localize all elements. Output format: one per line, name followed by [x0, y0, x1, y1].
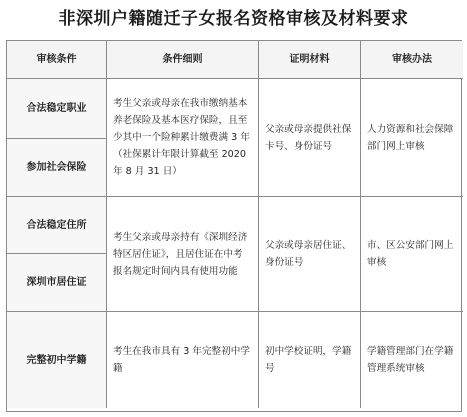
condition-stable-job: 合法稳定职业 [7, 79, 107, 139]
page-title: 非深圳户籍随迁子女报名资格审核及材料要求 [58, 9, 409, 29]
detail-social-insurance [107, 79, 259, 197]
detail-text: 考生父亲或母亲在我市缴纳基本养老保险及基本医疗保险，且至少其中一个险种累计缴费满 3 年（社保累计年限计算截至 2020 年 8 月 31 日） [113, 98, 250, 177]
materials-text: 父亲或母亲提供社保卡号、身份证号 [265, 123, 352, 152]
method-social-insurance [361, 79, 463, 197]
condition-school-record: 完整初中学籍 [7, 312, 107, 408]
method-text: 市、区公安部门网上审核 [367, 240, 454, 268]
condition-social-insurance: 参加社会保险 [7, 139, 107, 197]
header-materials: 证明材料 [259, 41, 361, 79]
detail-school-record [107, 312, 259, 408]
requirements-table [6, 40, 462, 412]
condition-residence-permit: 深圳市居住证 [7, 254, 107, 312]
method-text: 人力资源和社会保障部门网上审核 [367, 123, 454, 152]
method-residence-permit [361, 197, 463, 312]
header-conditions: 审核条件 [7, 41, 107, 79]
detail-residence-permit [107, 197, 259, 312]
materials-school-record [259, 312, 361, 408]
materials-social-insurance [259, 79, 361, 197]
detail-text: 考生父亲或母亲持有《深圳经济特区居住证》，且居住证在中考报名规定时间内具有使用功能 [113, 231, 248, 277]
method-text: 学籍管理部门在学籍管理系统审核 [367, 346, 454, 374]
header-method: 审核办法 [361, 41, 463, 79]
detail-text: 考生在我市具有 3 年完整初中学籍 [113, 346, 250, 374]
materials-residence-permit [259, 197, 361, 312]
header-details: 条件细则 [107, 41, 259, 79]
condition-stable-residence: 合法稳定住所 [7, 197, 107, 254]
method-school-record [361, 312, 463, 408]
materials-text: 初中学校证明，学籍号 [265, 346, 352, 374]
materials-text: 父亲或母亲居住证、身份证号 [265, 240, 352, 268]
